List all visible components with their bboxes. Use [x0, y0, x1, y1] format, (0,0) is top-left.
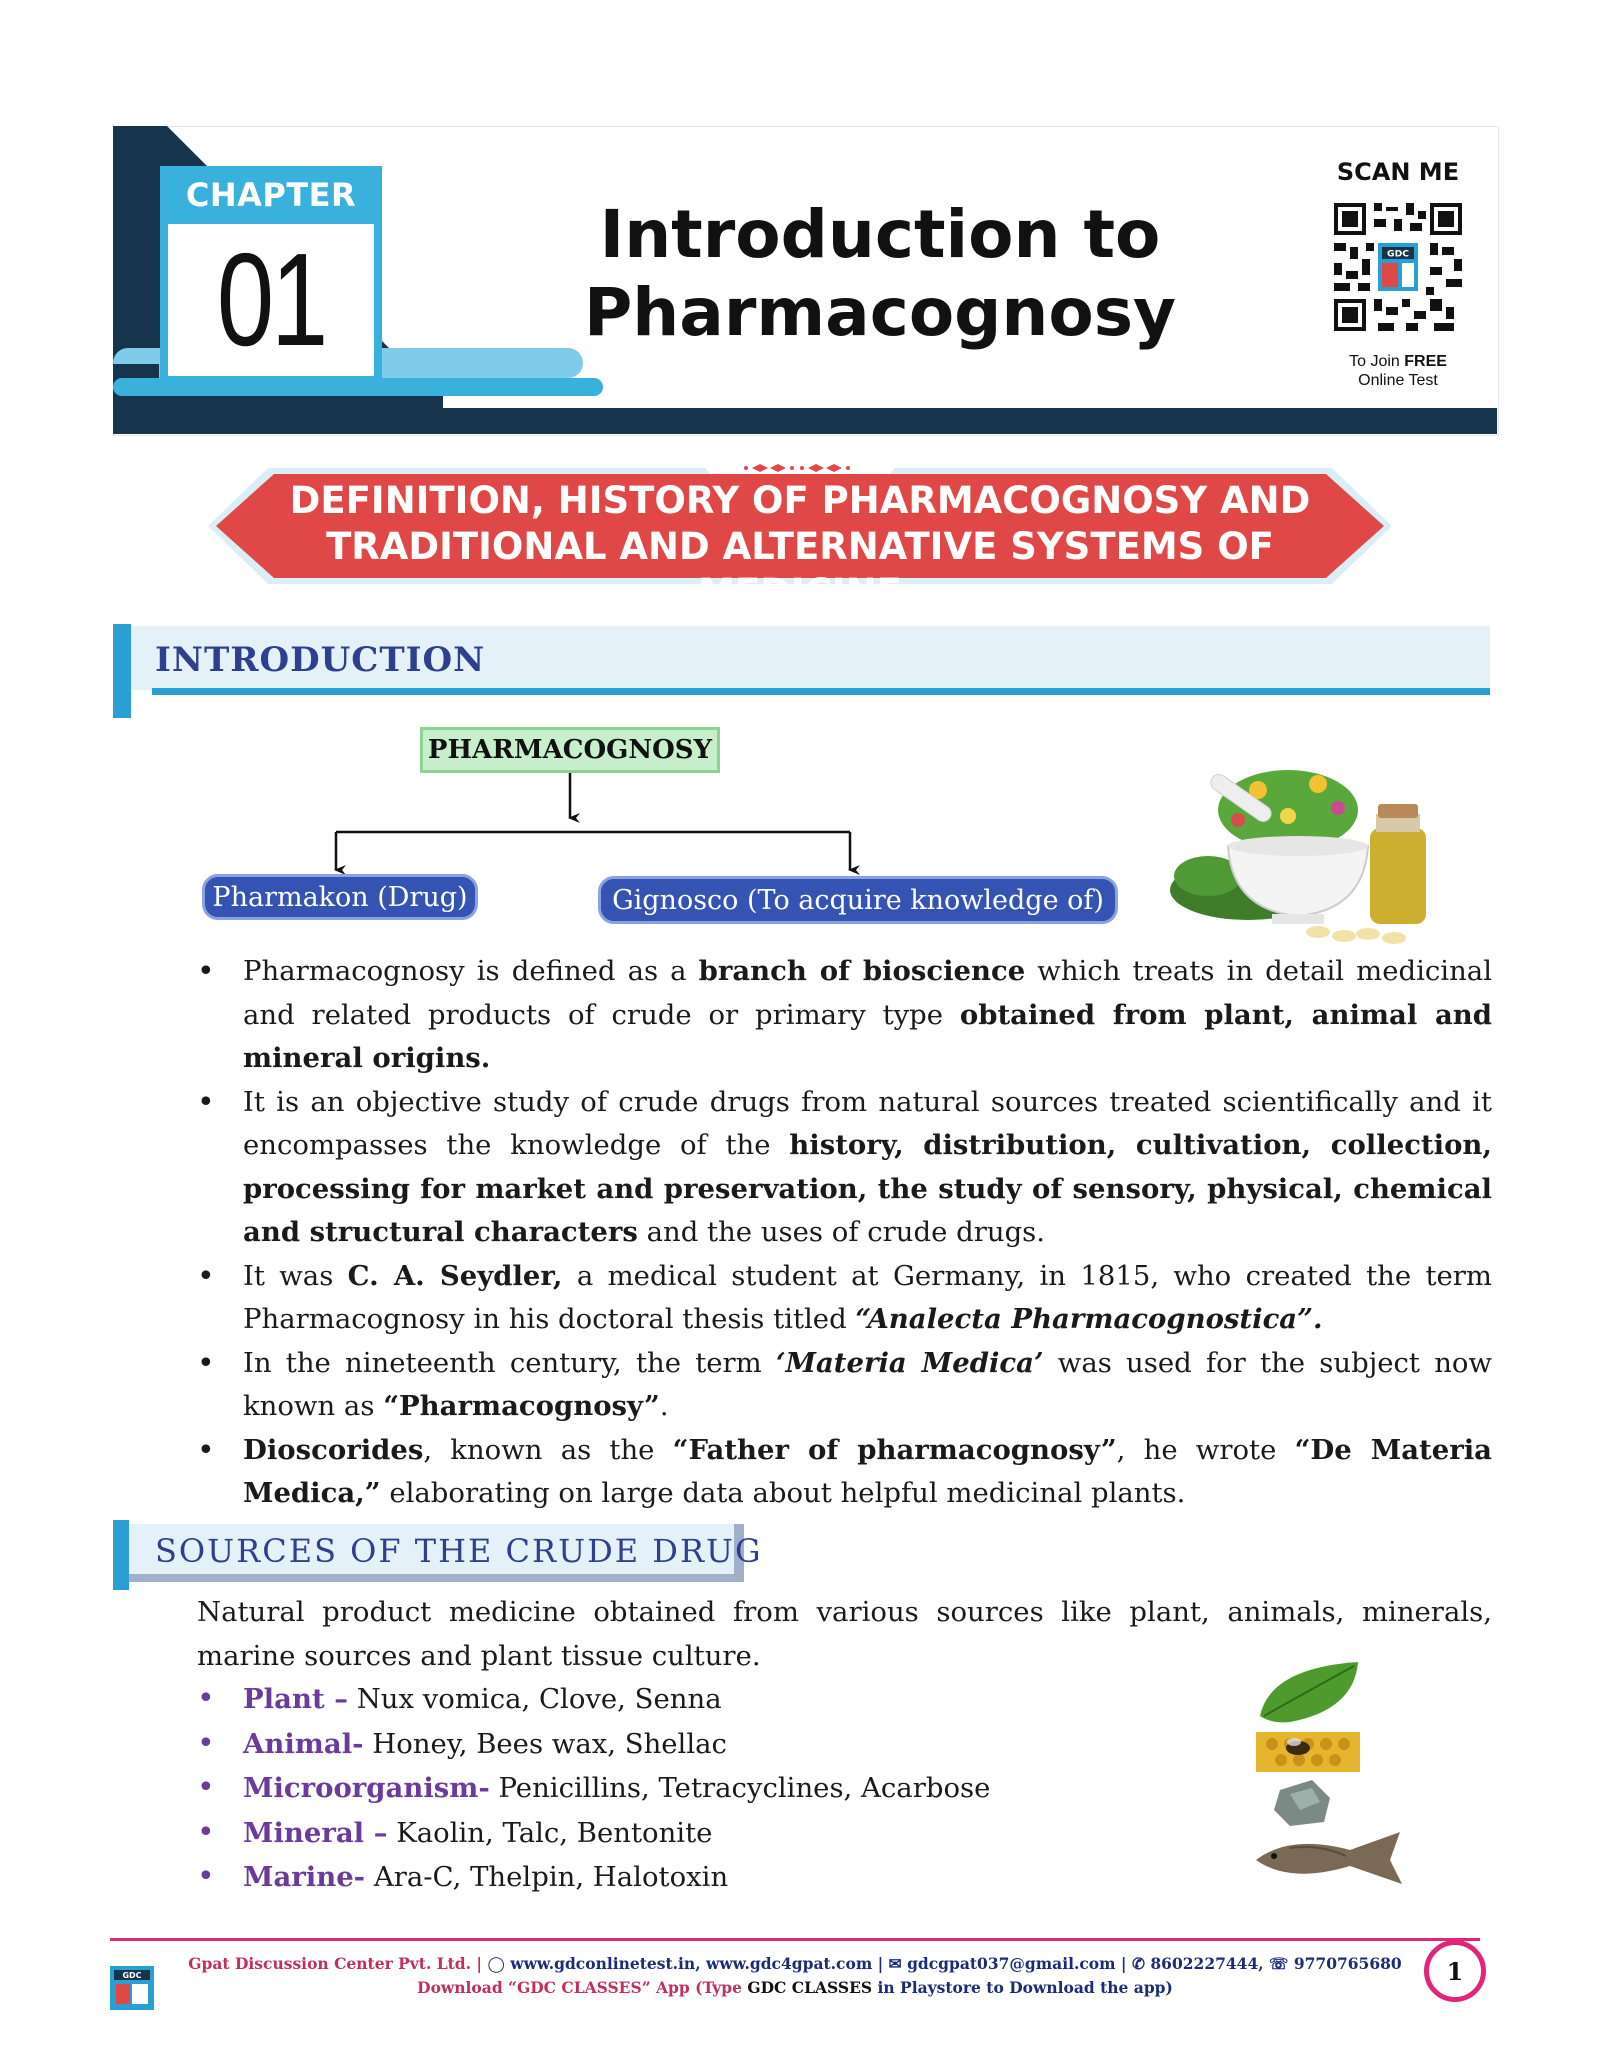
header-bottom-bar [113, 408, 1497, 434]
introduction-heading-bar [113, 624, 131, 718]
chapter-title [560, 196, 1200, 352]
footer-download-line [160, 1976, 1430, 2000]
footer-download-app: GDC CLASSES [747, 1978, 873, 1997]
globe-icon: ◯ [487, 1954, 505, 1973]
introduction-heading: INTRODUCTION [155, 640, 486, 680]
whatsapp-icon: ☏ [1269, 1954, 1289, 1973]
introduction-underline [152, 688, 1490, 695]
list-item: • It is an objective study of crude drugs from natural sources treated scientifically and it encompasses the knowledge of the history, distribution, cultivation, collection, processing for market and preservation, the study of sensory, physical, chemical and structural characters and the uses of crude drugs. [195, 1081, 1492, 1255]
footer-whatsapp: 9770765680 [1293, 1954, 1402, 1973]
phone-icon: ✆ [1131, 1954, 1145, 1973]
qr-code-icon[interactable] [1330, 196, 1466, 338]
topic-banner-title [220, 478, 1380, 616]
leaf-icon [1260, 1662, 1358, 1722]
fish-icon [1256, 1832, 1402, 1884]
join-free: FREE [1404, 353, 1447, 370]
scan-me-label: SCAN ME [1336, 158, 1460, 186]
list-item: • Pharmacognosy is defined as a branch of bioscience which treats in detail medicinal and related products of crude or primary type obtained from plant, animal and mineral origins. [195, 950, 1492, 1081]
chapter-title-line2: Pharmacognosy [583, 274, 1177, 351]
honeycomb-bee-icon [1256, 1732, 1360, 1772]
join-line2: Online Test [1358, 372, 1438, 389]
diagram-node-pharmakon: Pharmakon (Drug) [202, 874, 478, 920]
source-item-marine: • Marine- Ara-C, Thelpin, Halotoxin [195, 1855, 1095, 1900]
footer-email[interactable]: gdcgpat037@gmail.com | [907, 1954, 1127, 1973]
join-free-test-caption [1310, 352, 1486, 390]
source-item-plant: • Plant – Nux vomica, Clove, Senna [195, 1677, 1095, 1722]
topic-banner-line2: TRADITIONAL AND ALTERNATIVE SYSTEMS OF MEDICINE [326, 525, 1274, 614]
qr-badge: GDC [1387, 248, 1409, 260]
gdc-logo-text: GDC [122, 1971, 142, 1980]
footer-company: Gpat Discussion Center Pvt. Ltd. | [188, 1954, 483, 1973]
diagram-connectors [300, 770, 900, 880]
sources-intro-text: Natural product medicine obtained from various sources like plant, animals, minerals, marine sources and plant tissue culture. [197, 1596, 1492, 1672]
list-item: • Dioscorides, known as the “Father of pharmacognosy”, he wrote “De Materia Medica,” elaborating on large data about helpful medicinal plants. [195, 1429, 1492, 1516]
introduction-bullets [195, 950, 1492, 1516]
sources-heading: SOURCES OF THE CRUDE DRUG [155, 1532, 763, 1570]
gdc-logo-icon [110, 1966, 154, 2010]
chapter-label: CHAPTER [160, 166, 382, 224]
list-item: • In the nineteenth century, the term ‘Materia Medica’ was used for the subject now known as “Pharmacognosy”. [195, 1342, 1492, 1429]
source-item-mineral: • Mineral – Kaolin, Talc, Bentonite [195, 1811, 1095, 1856]
mail-icon: ✉ [888, 1954, 902, 1973]
sources-heading-bar [113, 1520, 129, 1590]
sources-illustrations [1250, 1660, 1410, 1900]
mineral-rock-icon [1274, 1780, 1330, 1826]
diagram-root-node: PHARMACOGNOSY [420, 727, 720, 773]
chapter-title-line1: Introduction to [599, 196, 1161, 273]
list-item: • It was C. A. Seydler, a medical student at Germany, in 1815, who created the term Pharmacognosy in his doctoral thesis titled “Analecta Pharmacognostica”. [195, 1255, 1492, 1342]
footer-download-prefix: Download “GDC CLASSES” App (Type [417, 1978, 748, 1997]
herbal-mortar-illustration [1168, 750, 1444, 946]
footer-websites[interactable]: www.gdconlinetest.in, www.gdc4gpat.com | [510, 1954, 884, 1973]
chapter-number: 01 [216, 225, 326, 373]
join-prefix: To Join [1349, 353, 1405, 370]
footer-download-suffix: in Playstore to Download the app) [872, 1978, 1173, 1997]
source-item-animal: • Animal- Honey, Bees wax, Shellac [195, 1722, 1095, 1767]
sources-list [195, 1677, 1095, 1900]
page-number: 1 [1424, 1940, 1486, 2002]
footer-contact-line [160, 1952, 1430, 1976]
diagram-node-gignosco: Gignosco (To acquire knowledge of) [598, 876, 1118, 924]
topic-banner-line1: DEFINITION, HISTORY OF PHARMACOGNOSY AND [289, 479, 1311, 522]
footer-phone: 8602227444, [1150, 1954, 1264, 1973]
footer-line [110, 1938, 1480, 1941]
source-item-microorganism: • Microorganism- Penicillins, Tetracyclines, Acarbose [195, 1766, 1095, 1811]
